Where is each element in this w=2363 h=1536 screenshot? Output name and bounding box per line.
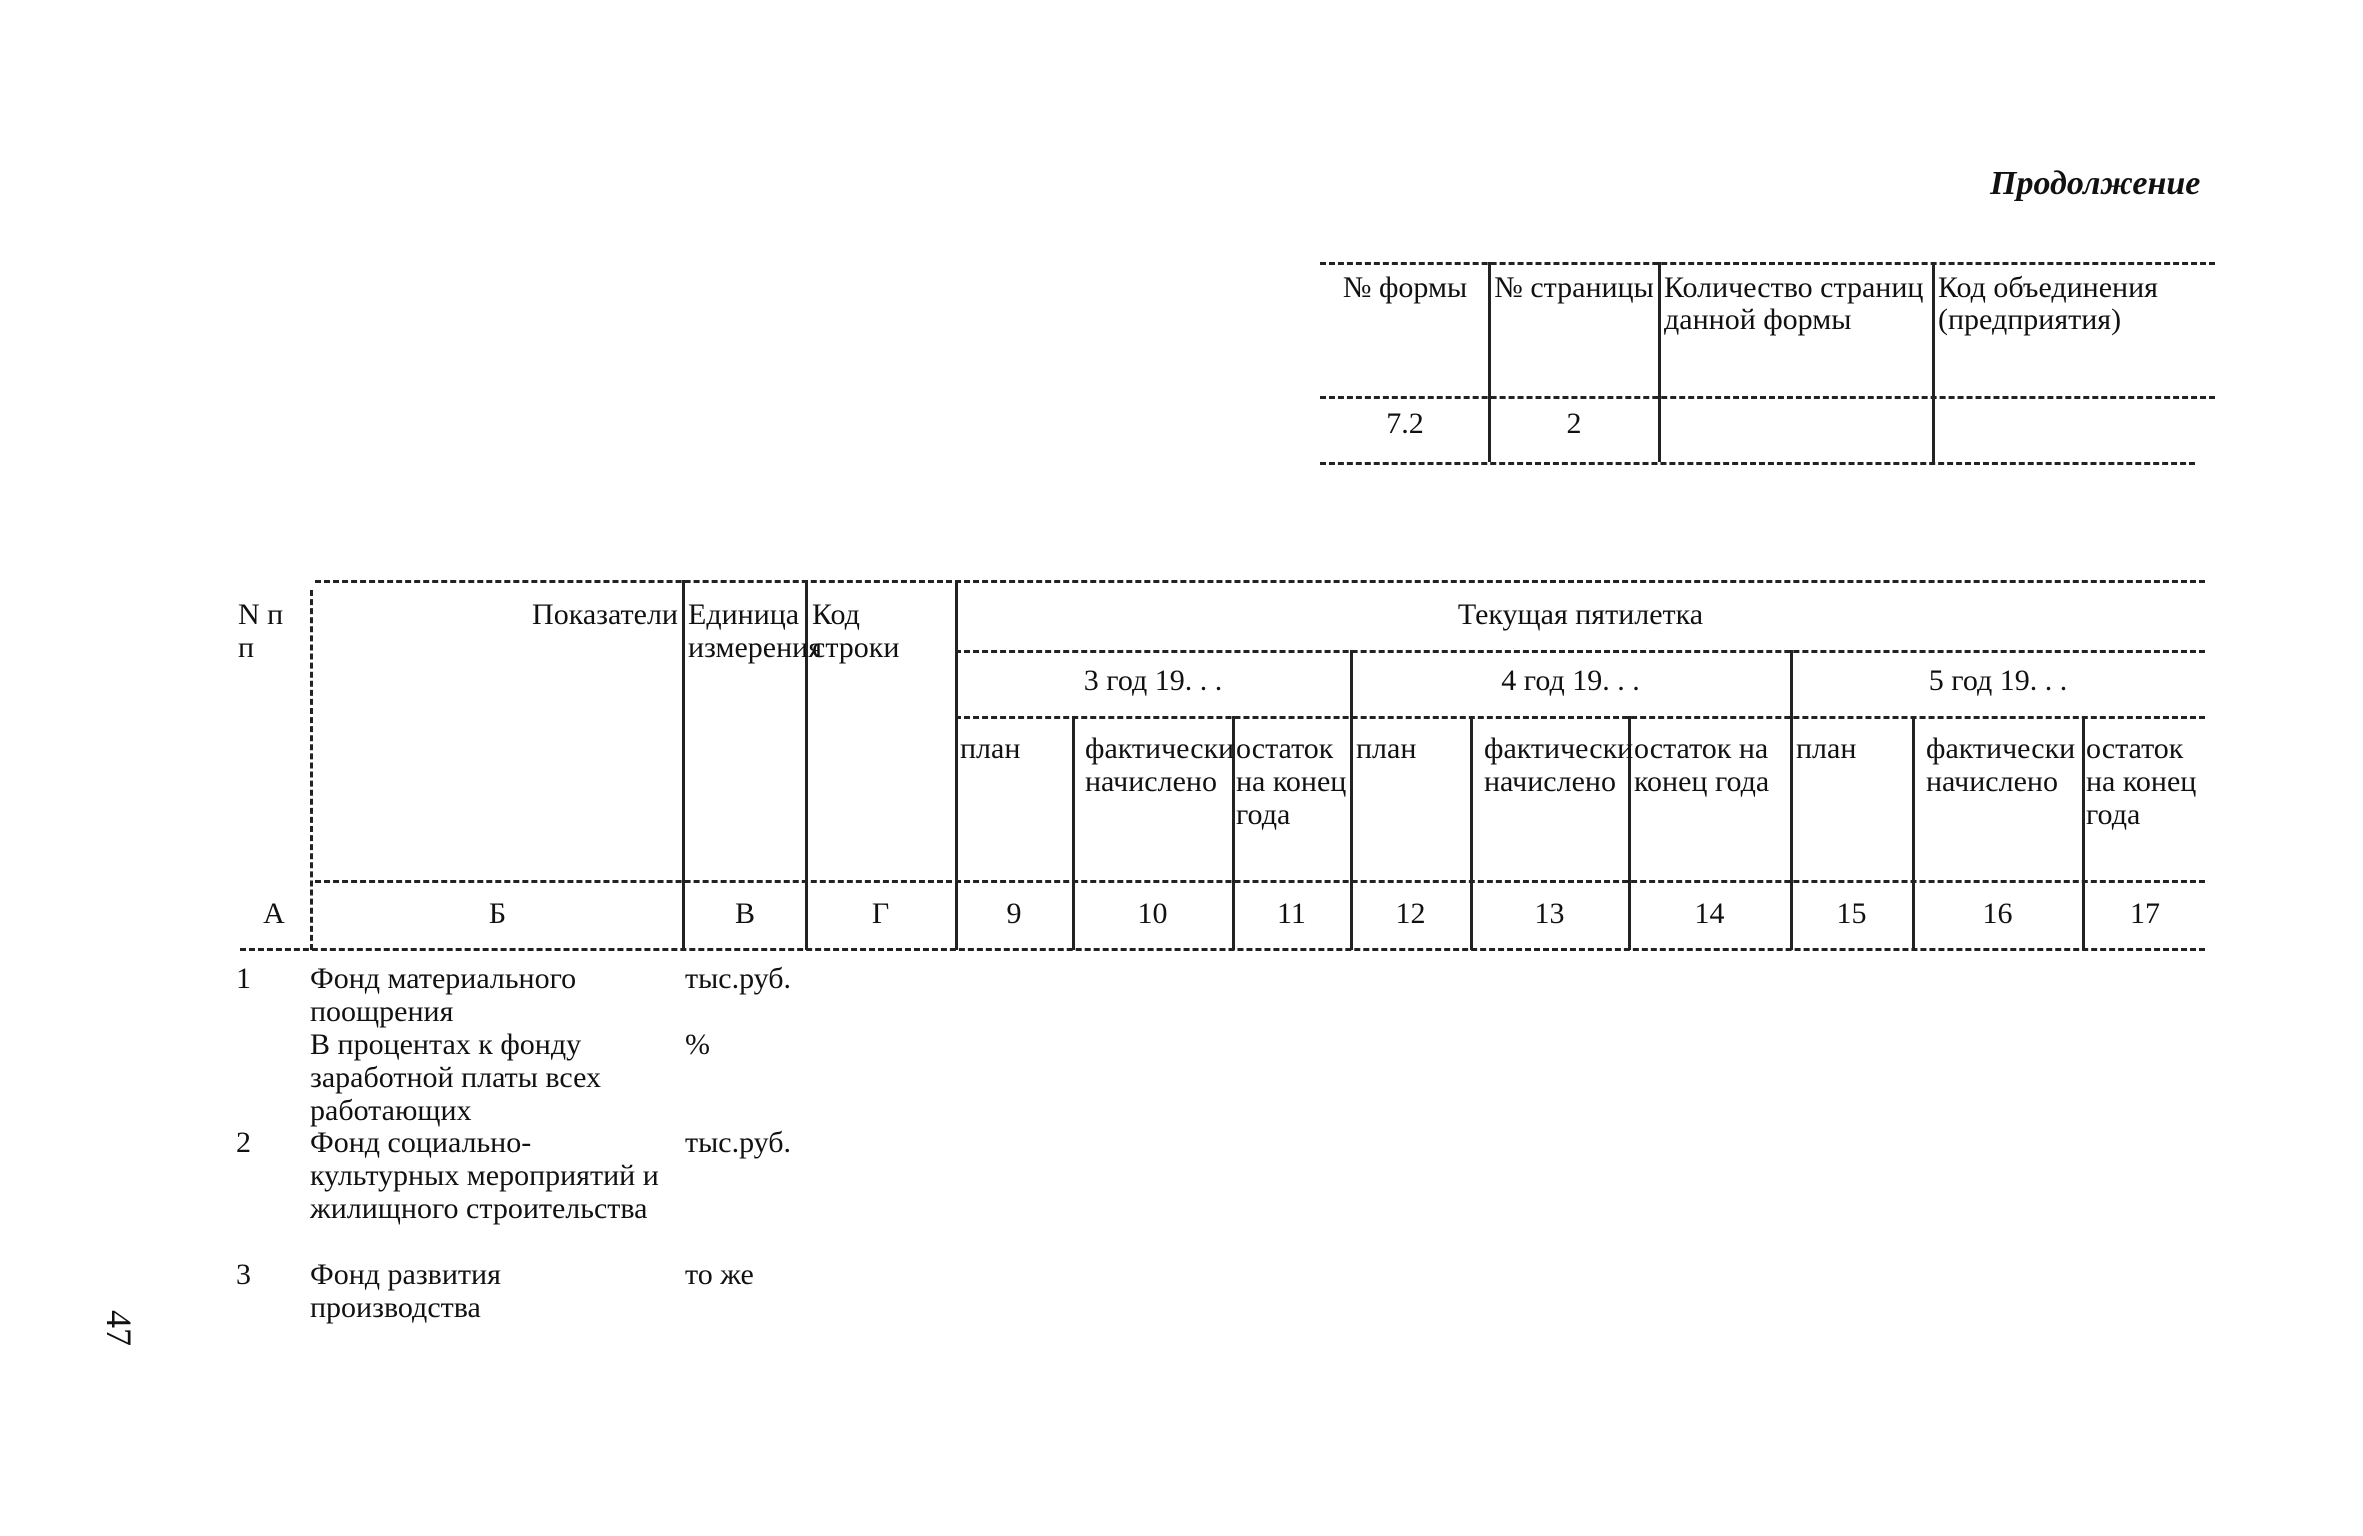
- header-rest: остаток на конец года: [1236, 732, 1347, 831]
- page-number: 47: [99, 1310, 139, 1346]
- row-name: Фонд социально-культурных мероприятий и жилищного строительства: [310, 1126, 659, 1225]
- form-number-value: 7.2: [1386, 407, 1424, 440]
- column-letter: Б: [488, 897, 507, 930]
- continuation-label: Продолжение: [1990, 165, 2201, 202]
- header-actual: фактически начислено: [1484, 732, 1634, 798]
- row-number: 2: [236, 1126, 251, 1159]
- column-letter: Г: [871, 897, 890, 930]
- row-unit: то же: [685, 1258, 754, 1291]
- column-number: 11: [1277, 897, 1306, 930]
- column-number: 14: [1694, 897, 1725, 930]
- header-year-4: 4 год 19. . .: [1501, 664, 1640, 697]
- row-number: 3: [236, 1258, 251, 1291]
- column-number: 9: [1006, 897, 1022, 930]
- page-number-label: № страницы: [1494, 271, 1654, 304]
- row-name: В процентах к фонду заработной платы всех работающих: [310, 1028, 601, 1127]
- header-row-code: Код строки: [812, 598, 900, 664]
- header-indicators: Показатели: [532, 598, 678, 631]
- column-number: 17: [2130, 897, 2160, 930]
- header-plan: план: [1796, 732, 1857, 765]
- column-number: 13: [1534, 897, 1565, 930]
- header-year-3: 3 год 19. . .: [1083, 664, 1223, 697]
- row-unit: тыс.руб.: [685, 962, 792, 995]
- row-name: Фонд развития производства: [310, 1258, 501, 1324]
- header-plan: план: [1356, 732, 1417, 765]
- row-name: Фонд материального поощрения: [310, 962, 577, 1028]
- column-letter: А: [263, 897, 285, 930]
- header-current-period: Текущая пятилетка: [1457, 598, 1704, 631]
- header-row-number: N п п: [238, 598, 284, 664]
- header-actual: фактически начислено: [1926, 732, 2076, 798]
- column-number: 15: [1836, 897, 1867, 930]
- pages-count-label: Количество страниц данной формы: [1664, 271, 1924, 336]
- page-number-value: 2: [1566, 407, 1582, 440]
- column-number: 10: [1137, 897, 1168, 930]
- header-year-5: 5 год 19. . .: [1928, 664, 2068, 697]
- header-rest: остаток на конец года: [1634, 732, 1770, 798]
- column-letter: В: [734, 897, 755, 930]
- header-unit: Единица измерения: [688, 598, 823, 664]
- row-number: 1: [236, 962, 251, 995]
- header-rest: остаток на конец года: [2086, 732, 2197, 831]
- row-unit: тыс.руб.: [685, 1126, 792, 1159]
- header-plan: план: [960, 732, 1021, 765]
- row-unit: %: [685, 1028, 710, 1061]
- org-code-label: Код объединения (предприятия): [1938, 271, 2158, 336]
- column-number: 12: [1395, 897, 1426, 930]
- header-actual: фактически начислено: [1085, 732, 1235, 798]
- form-number-label: № формы: [1342, 271, 1468, 304]
- column-number: 16: [1982, 897, 2013, 930]
